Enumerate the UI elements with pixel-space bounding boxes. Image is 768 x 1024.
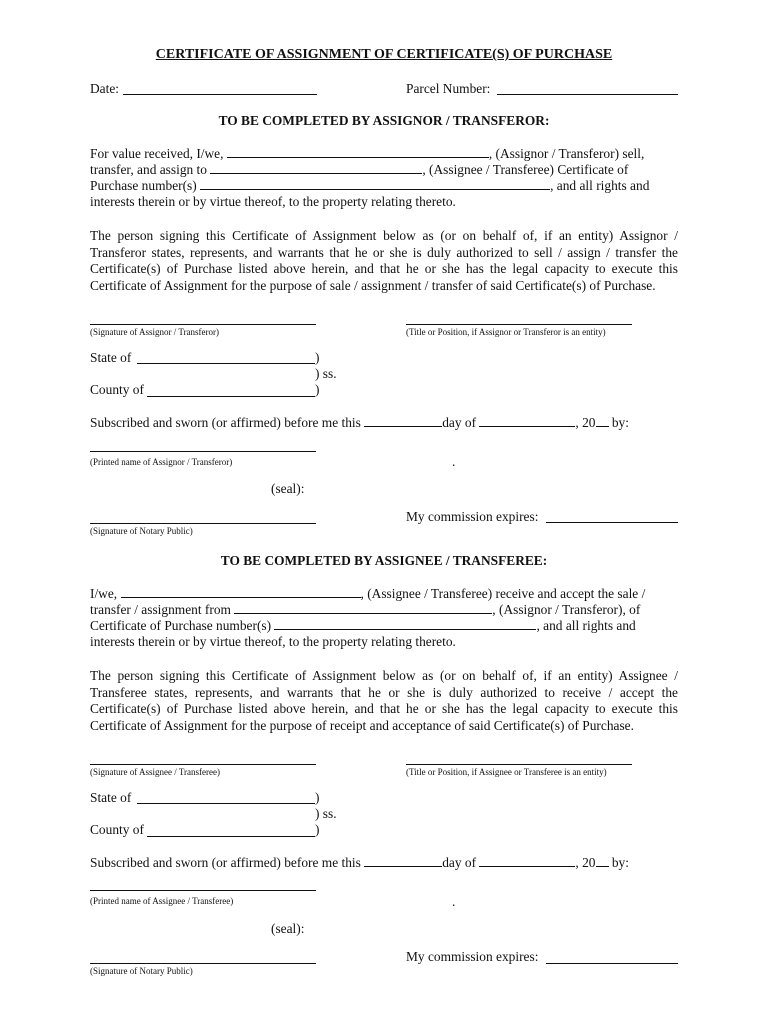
assignor-county-label: County of <box>90 382 144 397</box>
paren: ) <box>315 822 320 837</box>
assignee-name-field-2[interactable] <box>121 586 361 598</box>
assignee-paragraph-1: I/we, , (Assignee / Transferee) receive and accept the sale / transfer / assignment from , (Assignor / Transferor), of Certificate of Purchase number(s) , and all rights and interests therein or by virtue thereof, to the property relating thereto. <box>90 586 646 649</box>
date-field[interactable] <box>123 94 317 95</box>
certificate-number-field[interactable] <box>200 178 550 190</box>
assignee-title-label: (Title or Position, if Assignee or Transferee is an entity) <box>406 767 607 777</box>
paren: ) <box>315 790 320 805</box>
assignee-name-field[interactable] <box>210 162 422 174</box>
paren: ) <box>315 382 320 397</box>
date-label: Date: <box>90 81 119 96</box>
assignor-year-field[interactable] <box>596 415 609 427</box>
ss-label: ) ss. <box>315 806 337 821</box>
assignee-paragraph-2: The person signing this Certificate of Assignment below as (or on behalf of, if an entity) Assignee / Transferee states, represents, and warrants that he or she is duly authorized to receive / accept the Certificate(s) of Purchase listed above herein, and that he or she has the legal capacity to execute this Certificate of Assignment for the purpose of receipt and acceptance of said Certificate(s) of Purchase. <box>90 668 678 733</box>
assignor-heading: TO BE COMPLETED BY ASSIGNOR / TRANSFEROR: <box>218 113 550 128</box>
parcel-number-field[interactable] <box>497 94 678 95</box>
seal-label: (seal): <box>271 921 305 936</box>
assignor-printed-name-label: (Printed name of Assignor / Transferor) <box>90 457 233 467</box>
assignee-heading: TO BE COMPLETED BY ASSIGNEE / TRANSFEREE: <box>220 553 548 568</box>
commission-label: My commission expires: <box>406 949 539 964</box>
period: . <box>452 454 456 469</box>
assignor-name-field-2[interactable] <box>234 602 492 614</box>
assignor-paragraph-2: The person signing this Certificate of Assignment below as (or on behalf of, if an entity) Assignor / Transferor states, represents, and warrants that he or she is duly authorized to sell / assign / transfer the Certificate(s) of Purchase listed above herein, and that he or she has the legal capacity to execute this Certificate of Assignment for the purpose of sale / assignment / transfer of said Certificate(s) of Purchase. <box>90 228 678 293</box>
assignee-month-field[interactable] <box>479 855 575 867</box>
assignee-state-label: State of <box>90 790 132 805</box>
commission-field[interactable] <box>546 522 678 523</box>
assignor-county-field[interactable] <box>147 396 315 397</box>
commission-field[interactable] <box>546 963 678 964</box>
assignee-county-label: County of <box>90 822 144 837</box>
assignee-year-field[interactable] <box>596 855 609 867</box>
notary-signature-line[interactable] <box>90 963 316 964</box>
assignor-month-field[interactable] <box>479 415 575 427</box>
parcel-number-label: Parcel Number: <box>406 81 491 96</box>
ss-label: ) ss. <box>315 366 337 381</box>
notary-signature-label: (Signature of Notary Public) <box>90 966 193 976</box>
assignor-state-field[interactable] <box>137 363 315 364</box>
assignor-title-label: (Title or Position, if Assignor or Transferor is an entity) <box>406 327 606 337</box>
paren: ) <box>315 350 320 365</box>
certificate-number-field-2[interactable] <box>274 618 536 630</box>
notary-signature-line[interactable] <box>90 523 316 524</box>
assignor-printed-name-line[interactable] <box>90 451 316 452</box>
assignor-state-label: State of <box>90 350 132 365</box>
document-title: CERTIFICATE OF ASSIGNMENT OF CERTIFICATE(S) OF PURCHASE <box>155 47 613 62</box>
assignor-signature-line[interactable] <box>90 324 316 325</box>
assignee-printed-name-label: (Printed name of Assignee / Transferee) <box>90 896 234 906</box>
assignor-paragraph-1: For value received, I/we, , (Assignor / Transferor) sell, transfer, and assign to , (Assignee / Transferee) Certificate of Purchase number(s) , and all rights and interests therein or by virtue thereof, to the property relating thereto. <box>90 146 650 209</box>
period: . <box>452 894 456 909</box>
assignor-name-field[interactable] <box>227 146 489 158</box>
assignor-signature-label: (Signature of Assignor / Transferor) <box>90 327 219 337</box>
assignee-signature-label: (Signature of Assignee / Transferee) <box>90 767 220 777</box>
assignee-sworn-line: Subscribed and sworn (or affirmed) before me this day of , 20 by: <box>90 855 629 870</box>
assignor-title-line[interactable] <box>406 324 632 325</box>
assignee-county-field[interactable] <box>147 836 315 837</box>
assignee-title-line[interactable] <box>406 764 632 765</box>
assignee-day-field[interactable] <box>364 855 442 867</box>
assignee-state-field[interactable] <box>137 803 315 804</box>
notary-signature-label: (Signature of Notary Public) <box>90 526 193 536</box>
seal-label: (seal): <box>271 481 305 496</box>
assignee-signature-line[interactable] <box>90 764 316 765</box>
assignor-sworn-line: Subscribed and sworn (or affirmed) before me this day of , 20 by: <box>90 415 629 430</box>
assignee-printed-name-line[interactable] <box>90 890 316 891</box>
assignor-day-field[interactable] <box>364 415 442 427</box>
commission-label: My commission expires: <box>406 509 539 524</box>
